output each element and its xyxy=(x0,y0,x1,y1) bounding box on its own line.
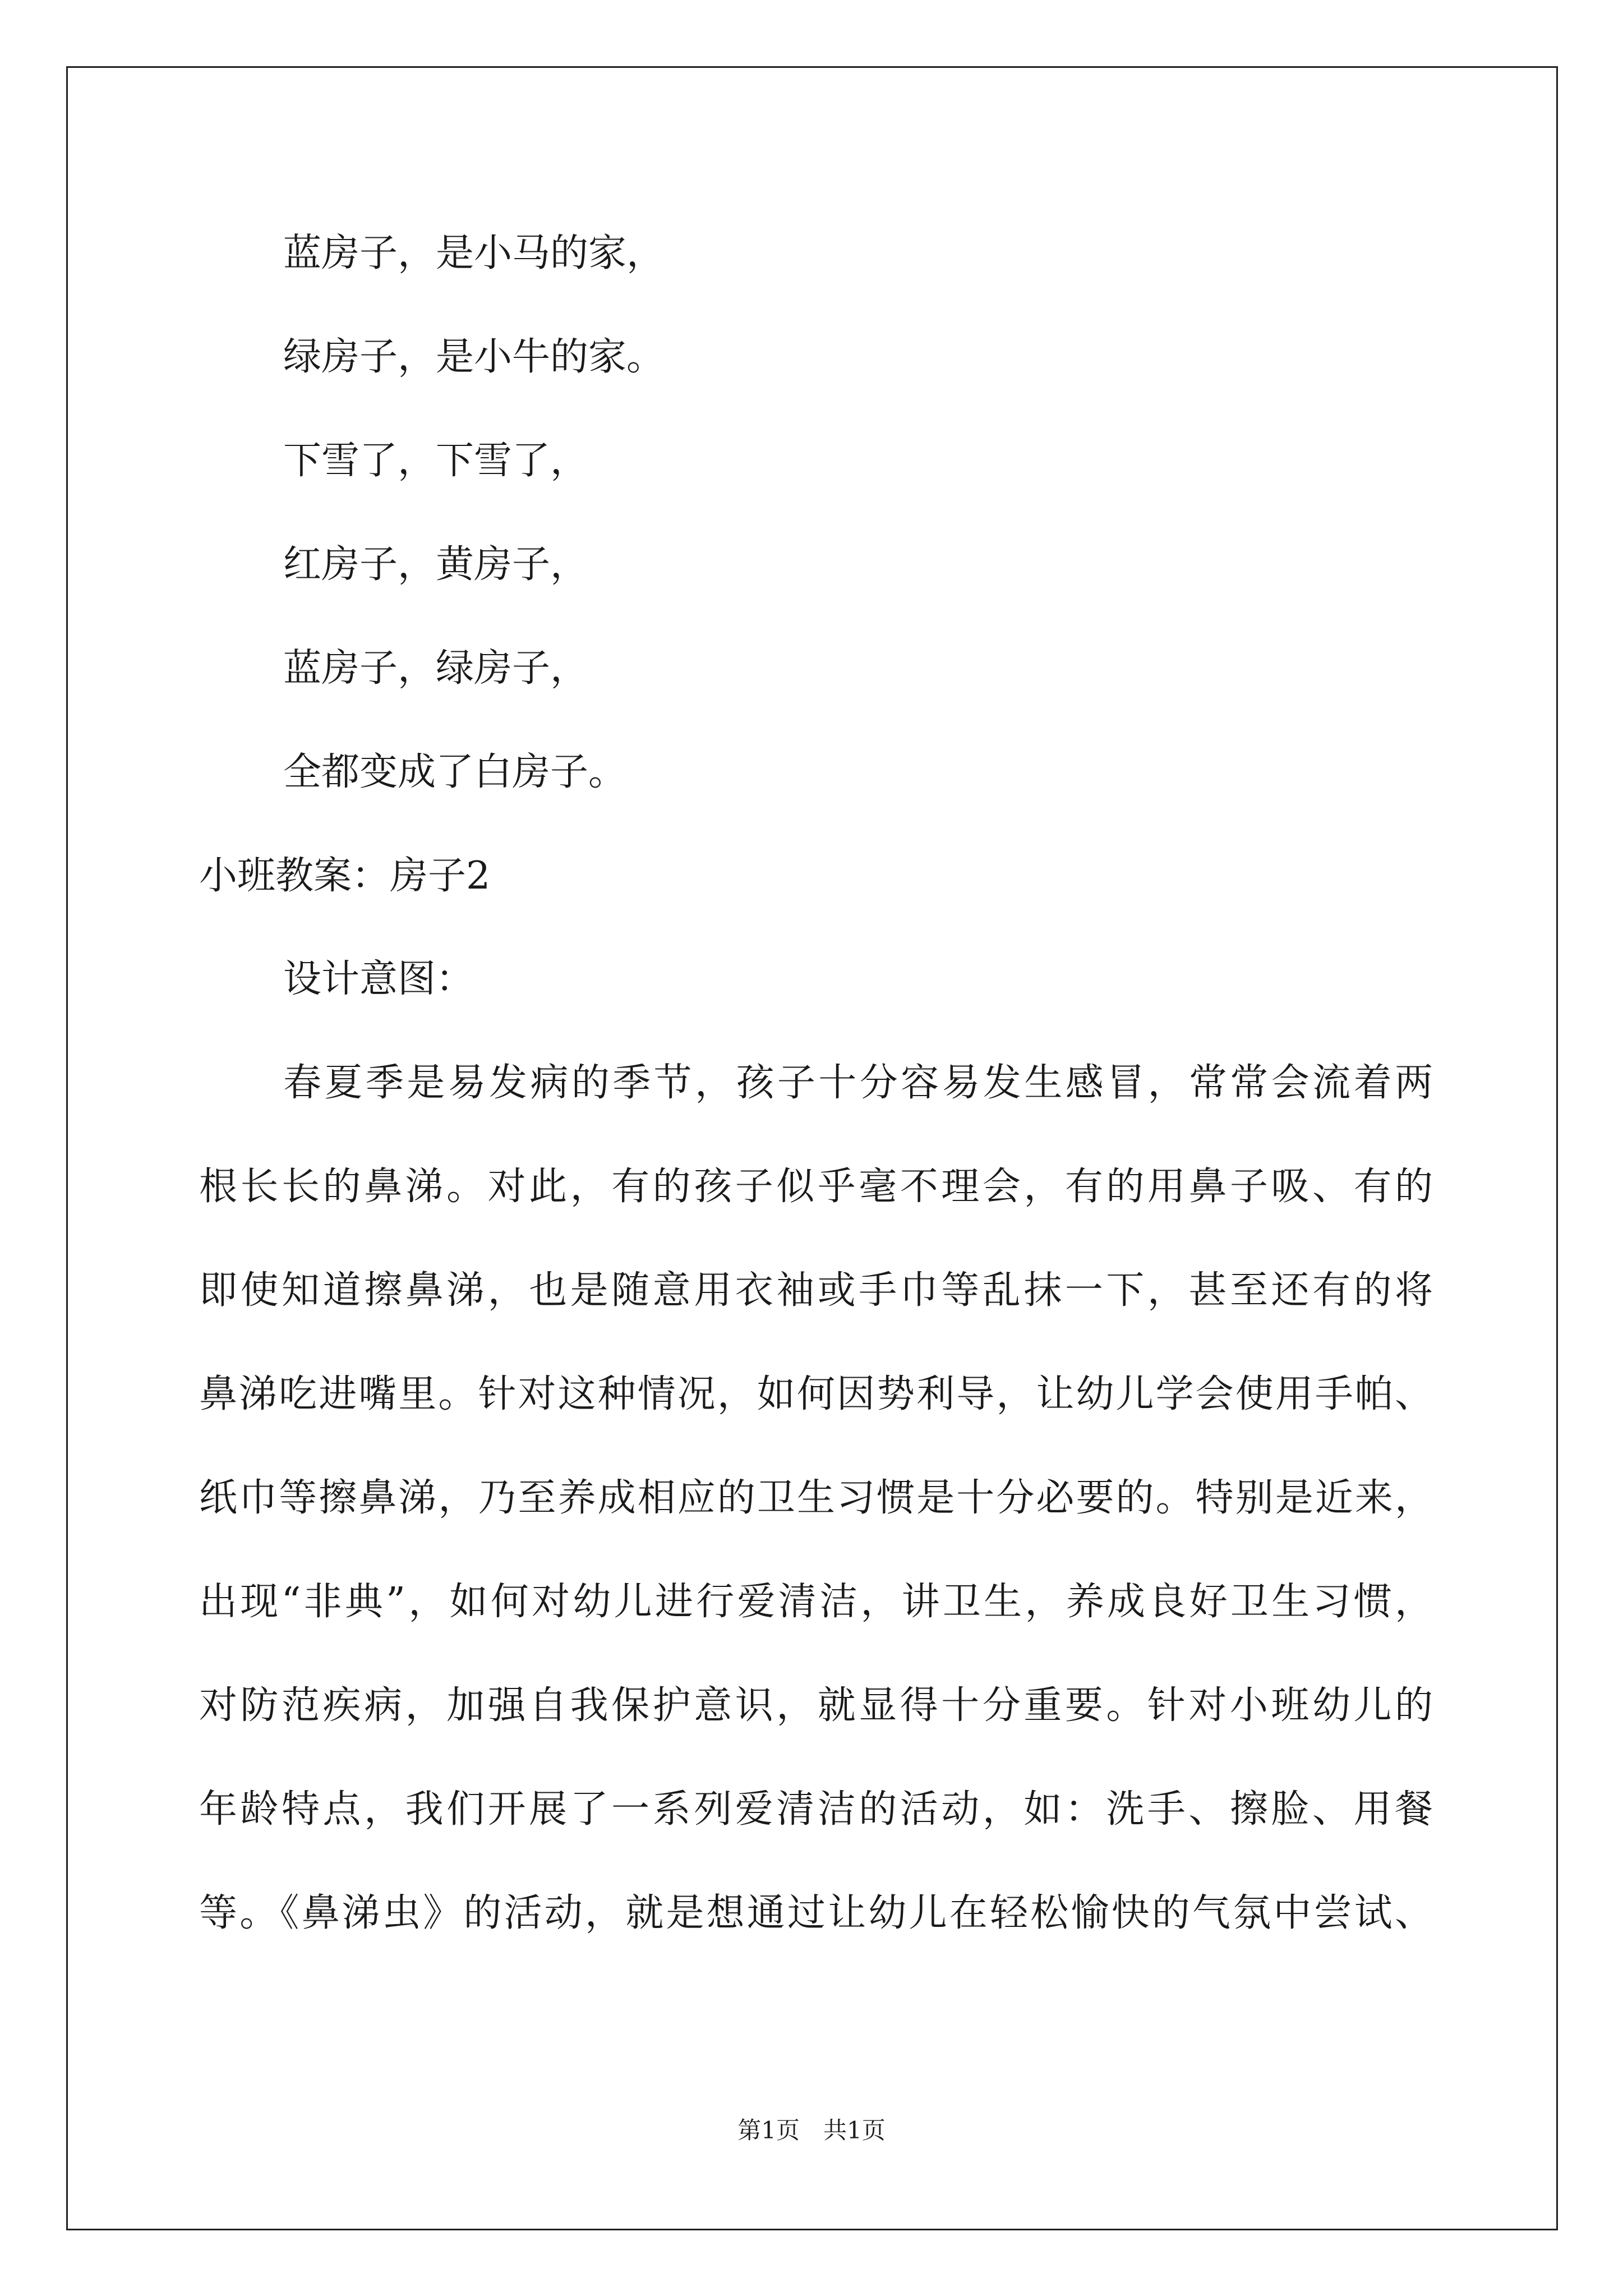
paragraph-line: 年龄特点，我们开展了一系列爱清洁的活动，如：洗手、擦脸、用餐 xyxy=(199,1787,1433,1832)
paragraph-line: 根长长的鼻涕。对此，有的孩子似乎毫不理会，有的用鼻子吸、有的 xyxy=(199,1165,1433,1209)
paragraph-line: 纸巾等擦鼻涕，乃至养成相应的卫生习惯是十分必要的。特别是近来， xyxy=(199,1476,1433,1520)
page-footer: 第1页 共1页 xyxy=(737,2116,886,2144)
paragraph-line: 即使知道擦鼻涕，也是随意用衣袖或手巾等乱抹一下，甚至还有的将 xyxy=(199,1268,1433,1313)
paragraph-line: 鼻涕吃进嘴里。针对这种情况，如何因势利导，让幼儿学会使用手帕、 xyxy=(199,1372,1433,1416)
paragraph-line: 春夏季是易发病的季节，孩子十分容易发生感冒，常常会流着两 xyxy=(283,1061,1433,1105)
poem-line: 蓝房子，是小马的家， xyxy=(283,231,665,275)
section-title: 小班教案：房子2 xyxy=(199,854,491,898)
poem-line: 全都变成了白房子。 xyxy=(283,750,627,794)
subheading: 设计意图： xyxy=(283,957,474,1001)
paragraph-line: 出现“非典”，如何对幼儿进行爱清洁，讲卫生，养成良好卫生习惯， xyxy=(199,1580,1433,1624)
poem-line: 蓝房子，绿房子， xyxy=(283,646,589,691)
paragraph-line: 等。《鼻涕虫》的活动，就是想通过让幼儿在轻松愉快的气氛中尝试、 xyxy=(199,1891,1433,1935)
paragraph-line: 对防范疾病，加强自我保护意识，就显得十分重要。针对小班幼儿的 xyxy=(199,1683,1433,1728)
poem-line: 红房子，黄房子， xyxy=(283,542,589,587)
poem-line: 绿房子，是小牛的家。 xyxy=(283,335,665,379)
poem-line: 下雪了，下雪了， xyxy=(283,439,589,483)
